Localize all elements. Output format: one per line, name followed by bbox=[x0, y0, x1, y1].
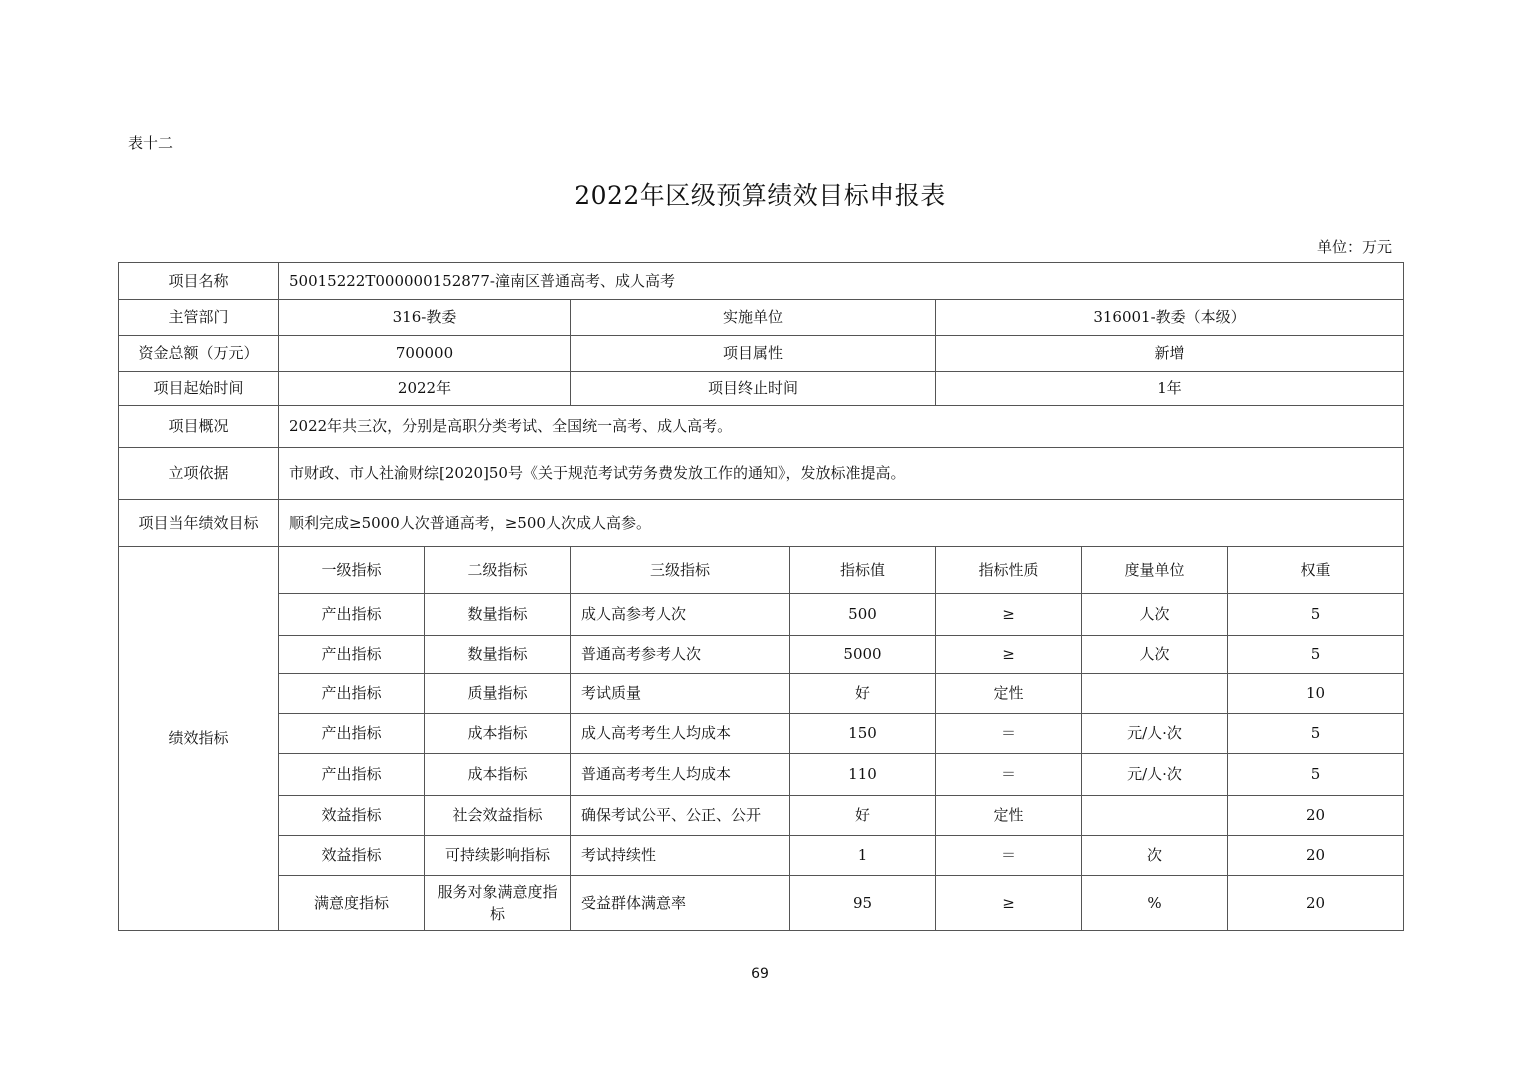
row-goal bbox=[119, 500, 1404, 547]
indicator-weight-cell: 20 bbox=[1228, 876, 1404, 931]
table-row bbox=[119, 714, 1404, 754]
header-value: 指标值 bbox=[790, 547, 936, 594]
indicator-level2-cell: 成本指标 bbox=[425, 754, 571, 796]
indicator-level2-cell: 数量指标 bbox=[425, 594, 571, 636]
indicator-unit-cell bbox=[1082, 796, 1228, 836]
impl-value: 316001-教委（本级） bbox=[936, 300, 1404, 336]
indicator-weight-cell: 20 bbox=[1228, 796, 1404, 836]
indicator-level3-cell: 普通高考参考人次 bbox=[571, 636, 790, 674]
overview-label: 项目概况 bbox=[119, 406, 279, 448]
indicator-unit-cell: 人次 bbox=[1082, 636, 1228, 674]
indicator-level1-cell: 产出指标 bbox=[279, 674, 425, 714]
table-row bbox=[119, 836, 1404, 876]
table-row bbox=[119, 754, 1404, 796]
indicator-value-cell: 5000 bbox=[790, 636, 936, 674]
indicator-level3-cell: 普通高考考生人均成本 bbox=[571, 754, 790, 796]
project-name-value: 50015222T000000152877-潼南区普通高考、成人高考 bbox=[279, 263, 1404, 300]
table-row bbox=[119, 674, 1404, 714]
indicator-level1-cell: 效益指标 bbox=[279, 836, 425, 876]
page-title: 2022年区级预算绩效目标申报表 bbox=[574, 181, 946, 210]
row-basis bbox=[119, 448, 1404, 500]
table-row bbox=[119, 594, 1404, 636]
table-row bbox=[119, 876, 1404, 931]
indicator-header-row bbox=[119, 547, 1404, 594]
row-project-name bbox=[119, 263, 1404, 300]
basis-label: 立项依据 bbox=[119, 448, 279, 500]
impl-label: 实施单位 bbox=[571, 300, 936, 336]
start-label: 项目起始时间 bbox=[119, 372, 279, 406]
page-number: 69 bbox=[751, 966, 769, 982]
indicator-level3-cell: 成人高参考人次 bbox=[571, 594, 790, 636]
dept-label: 主管部门 bbox=[119, 300, 279, 336]
indicator-level2-cell: 服务对象满意度指标 bbox=[425, 876, 571, 931]
dept-value: 316-教委 bbox=[279, 300, 571, 336]
indicator-level1-cell: 产出指标 bbox=[279, 636, 425, 674]
indicator-weight-cell: 5 bbox=[1228, 636, 1404, 674]
header-nature: 指标性质 bbox=[936, 547, 1082, 594]
indicator-value-cell: 150 bbox=[790, 714, 936, 754]
attr-label: 项目属性 bbox=[571, 336, 936, 372]
indicator-level2-cell: 数量指标 bbox=[425, 636, 571, 674]
end-value: 1年 bbox=[936, 372, 1404, 406]
indicator-nature-cell: ＝ bbox=[936, 836, 1082, 876]
goal-label: 项目当年绩效目标 bbox=[119, 500, 279, 547]
indicator-level1-cell: 满意度指标 bbox=[279, 876, 425, 931]
end-label: 项目终止时间 bbox=[571, 372, 936, 406]
table-row bbox=[119, 636, 1404, 674]
indicator-level1-cell: 产出指标 bbox=[279, 714, 425, 754]
indicator-level3-cell: 成人高考考生人均成本 bbox=[571, 714, 790, 754]
indicator-weight-cell: 5 bbox=[1228, 594, 1404, 636]
indicator-value-cell: 好 bbox=[790, 796, 936, 836]
header-level1: 一级指标 bbox=[279, 547, 425, 594]
indicator-weight-cell: 20 bbox=[1228, 836, 1404, 876]
table-row bbox=[119, 796, 1404, 836]
indicator-level1-cell: 产出指标 bbox=[279, 754, 425, 796]
header-level2: 二级指标 bbox=[425, 547, 571, 594]
indicator-weight-cell: 10 bbox=[1228, 674, 1404, 714]
indicator-level2-cell: 成本指标 bbox=[425, 714, 571, 754]
row-overview bbox=[119, 406, 1404, 448]
basis-value: 市财政、市人社渝财综[2020]50号《关于规范考试劳务费发放工作的通知》，发放标准提高。 bbox=[279, 448, 1404, 500]
header-level3: 三级指标 bbox=[571, 547, 790, 594]
start-value: 2022年 bbox=[279, 372, 571, 406]
unit-label: 单位：万元 bbox=[1316, 238, 1392, 256]
indicator-unit-cell: 次 bbox=[1082, 836, 1228, 876]
funds-label: 资金总额（万元） bbox=[119, 336, 279, 372]
indicator-value-cell: 好 bbox=[790, 674, 936, 714]
indicator-weight-cell: 5 bbox=[1228, 754, 1404, 796]
indicator-unit-cell: % bbox=[1082, 876, 1228, 931]
indicator-level2-cell: 质量指标 bbox=[425, 674, 571, 714]
performance-target-table bbox=[118, 262, 1404, 931]
indicator-level3-cell: 考试持续性 bbox=[571, 836, 790, 876]
indicator-level2-cell: 可持续影响指标 bbox=[425, 836, 571, 876]
indicator-unit-cell: 元/人·次 bbox=[1082, 714, 1228, 754]
indicator-unit-cell: 元/人·次 bbox=[1082, 754, 1228, 796]
indicator-value-cell: 95 bbox=[790, 876, 936, 931]
header-unit: 度量单位 bbox=[1082, 547, 1228, 594]
indicator-section-label: 绩效指标 bbox=[119, 547, 279, 931]
indicator-nature-cell: 定性 bbox=[936, 674, 1082, 714]
indicator-level3-cell: 确保考试公平、公正、公开 bbox=[571, 796, 790, 836]
indicator-nature-cell: ≥ bbox=[936, 636, 1082, 674]
indicator-nature-cell: ＝ bbox=[936, 754, 1082, 796]
row-time bbox=[119, 372, 1404, 406]
project-name-label: 项目名称 bbox=[119, 263, 279, 300]
table-number: 表十二 bbox=[128, 134, 174, 152]
indicator-nature-cell: ≥ bbox=[936, 594, 1082, 636]
indicator-value-cell: 500 bbox=[790, 594, 936, 636]
indicator-level3-cell: 考试质量 bbox=[571, 674, 790, 714]
goal-value: 顺利完成≥5000人次普通高考，≥500人次成人高参。 bbox=[279, 500, 1404, 547]
indicator-level3-cell: 受益群体满意率 bbox=[571, 876, 790, 931]
overview-value: 2022年共三次，分别是高职分类考试、全国统一高考、成人高考。 bbox=[279, 406, 1404, 448]
indicator-level1-cell: 效益指标 bbox=[279, 796, 425, 836]
indicator-level2-cell: 社会效益指标 bbox=[425, 796, 571, 836]
indicator-nature-cell: ＝ bbox=[936, 714, 1082, 754]
header-weight: 权重 bbox=[1228, 547, 1404, 594]
indicator-level1-cell: 产出指标 bbox=[279, 594, 425, 636]
indicator-nature-cell: ≥ bbox=[936, 876, 1082, 931]
indicator-weight-cell: 5 bbox=[1228, 714, 1404, 754]
indicator-unit-cell: 人次 bbox=[1082, 594, 1228, 636]
indicator-nature-cell: 定性 bbox=[936, 796, 1082, 836]
attr-value: 新增 bbox=[936, 336, 1404, 372]
indicator-value-cell: 1 bbox=[790, 836, 936, 876]
indicator-unit-cell bbox=[1082, 674, 1228, 714]
row-department bbox=[119, 300, 1404, 336]
indicator-value-cell: 110 bbox=[790, 754, 936, 796]
funds-value: 700000 bbox=[279, 336, 571, 372]
row-funds bbox=[119, 336, 1404, 372]
